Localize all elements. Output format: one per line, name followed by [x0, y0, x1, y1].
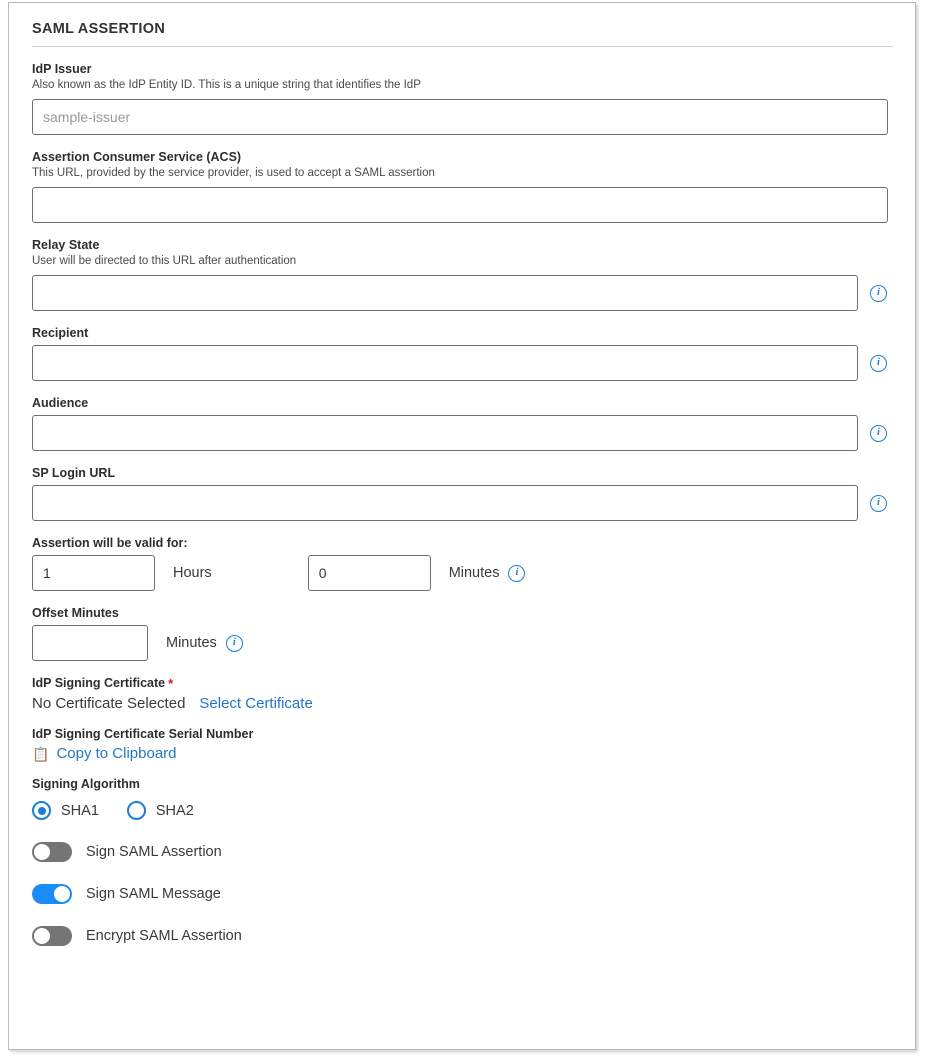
copy-icon[interactable]: 📋 [32, 745, 50, 762]
field-audience [32, 395, 893, 451]
info-icon-audience[interactable]: i [870, 425, 887, 442]
offset-minutes-unit: Minutes [166, 635, 217, 651]
select-certificate-link[interactable]: Select Certificate [199, 695, 313, 712]
toggle-encrypt-saml-assertion-row [32, 926, 893, 946]
field-idp-signing-certificate [32, 675, 893, 712]
offset-minutes-label: Offset Minutes [32, 606, 119, 620]
idp-issuer-label: IdP Issuer [32, 62, 92, 76]
info-icon-offset-minutes[interactable]: i [226, 635, 243, 652]
certificate-status: No Certificate Selected [32, 695, 186, 712]
toggle-sign-saml-assertion-row [32, 842, 893, 862]
acs-label: Assertion Consumer Service (ACS) [32, 150, 242, 164]
toggle-sign-saml-assertion[interactable] [32, 842, 72, 862]
idp-issuer-input[interactable] [32, 99, 888, 135]
title-divider [32, 46, 893, 47]
field-idp-issuer [32, 61, 893, 135]
acs-input[interactable] [32, 187, 888, 223]
validity-minutes-unit: Minutes [448, 565, 500, 581]
field-signing-algorithm [32, 776, 893, 820]
info-icon-validity[interactable]: i [508, 565, 525, 582]
sp-login-url-input[interactable] [32, 485, 858, 521]
radio-sha1-label: SHA1 [61, 802, 99, 819]
validity-hours-unit: Hours [173, 565, 212, 581]
toggle-knob [54, 886, 70, 902]
offset-minutes-input[interactable] [32, 625, 148, 661]
validity-hours-input[interactable] [32, 555, 155, 591]
toggle-sign-saml-message[interactable] [32, 884, 72, 904]
saml-assertion-panel [8, 2, 916, 1050]
toggle-encrypt-saml-assertion-label: Encrypt SAML Assertion [86, 928, 242, 944]
radio-sha2[interactable] [127, 801, 146, 820]
toggle-sign-saml-assertion-label: Sign SAML Assertion [86, 844, 222, 860]
field-sp-login-url [32, 465, 893, 521]
field-recipient [32, 325, 893, 381]
toggle-sign-saml-message-label: Sign SAML Message [86, 886, 221, 902]
toggle-knob [34, 928, 50, 944]
toggle-encrypt-saml-assertion[interactable] [32, 926, 72, 946]
audience-input[interactable] [32, 415, 858, 451]
info-icon-recipient[interactable]: i [870, 355, 887, 372]
field-acs [32, 149, 893, 223]
required-indicator: * [168, 676, 174, 691]
recipient-input[interactable] [32, 345, 858, 381]
toggle-sign-saml-message-row [32, 884, 893, 904]
field-offset-minutes [32, 605, 893, 661]
relay-state-description: User will be directed to this URL after authentication [32, 255, 297, 267]
recipient-label: Recipient [32, 326, 89, 340]
validity-minutes-input[interactable] [308, 555, 431, 591]
radio-sha1[interactable] [32, 801, 51, 820]
field-assertion-validity [32, 535, 893, 591]
relay-state-input[interactable] [32, 275, 858, 311]
idp-cert-serial-label: IdP Signing Certificate Serial Number [32, 727, 254, 741]
info-icon-relay-state[interactable]: i [870, 285, 887, 302]
page-title: SAML ASSERTION [32, 21, 166, 37]
field-idp-cert-serial [32, 726, 893, 762]
copy-to-clipboard-link[interactable]: Copy to Clipboard [56, 745, 177, 762]
relay-state-label: Relay State [32, 238, 100, 252]
sp-login-url-label: SP Login URL [32, 466, 116, 480]
acs-description: This URL, provided by the service provider, is used to accept a SAML assertion [32, 167, 435, 179]
toggle-knob [34, 844, 50, 860]
audience-label: Audience [32, 396, 89, 410]
idp-issuer-description: Also known as the IdP Entity ID. This is a unique string that identifies the IdP [32, 79, 421, 91]
field-relay-state [32, 237, 893, 311]
assertion-validity-label: Assertion will be valid for: [32, 536, 188, 550]
idp-signing-certificate-label: IdP Signing Certificate [32, 676, 166, 690]
info-icon-sp-login-url[interactable]: i [870, 495, 887, 512]
radio-sha2-label: SHA2 [155, 802, 194, 819]
signing-algorithm-label: Signing Algorithm [32, 777, 140, 791]
